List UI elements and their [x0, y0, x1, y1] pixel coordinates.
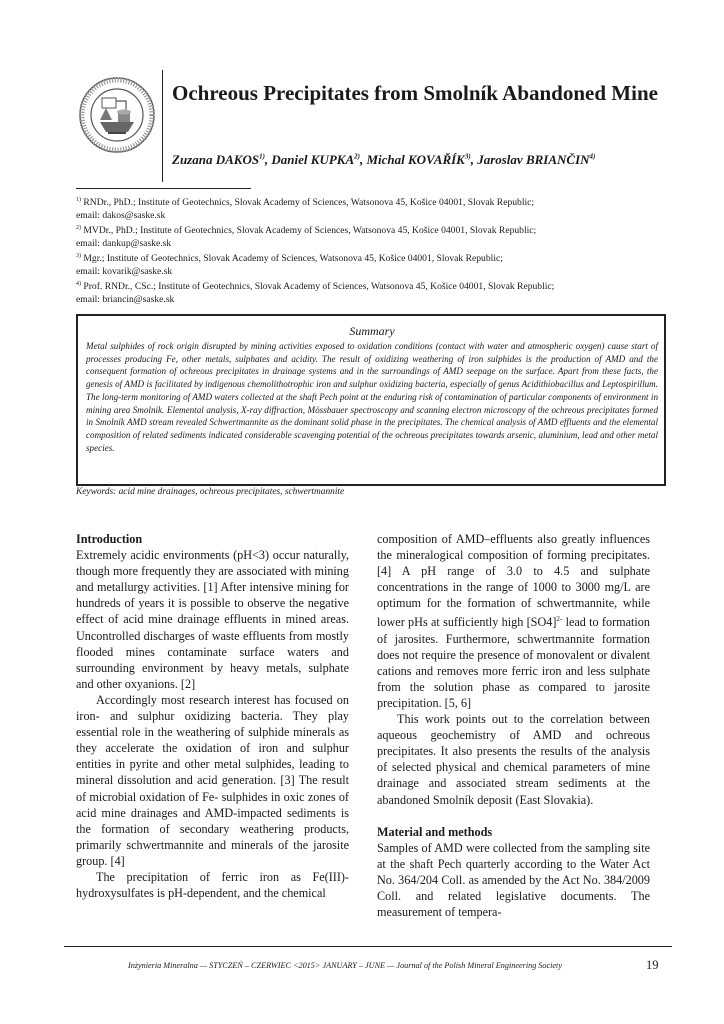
keywords: Keywords: acid mine drainages, ochreous precipitates, schwertmannite: [76, 487, 345, 497]
society-seal-icon: [78, 76, 156, 154]
author-name: Michal KOVAŘÍK: [366, 152, 465, 167]
section-heading-introduction: Introduction: [76, 532, 143, 546]
footnote-email: email: dankup@saske.sk: [76, 237, 172, 249]
paragraph: Extremely acidic environments (pH<3) occur naturally, though more frequently they are associated with mining and metallurgy activities. [1] After intensive mining for hundreds of years it is possible to observe the negative effect of acid mine drainage effluents in mined areas. Uncontrolled discharges of waste effluents from mostly flooded mines contaminate surface waters and surrounding environment by heavy metals, sulphate and other oxyanions. [2]: [76, 548, 349, 691]
right-column: [377, 531, 650, 920]
paragraph: Accordingly most research interest has focused on iron- and sulphur oxidizing bacteria. They play essential role in the weathering of sulphide minerals as they accelerate the oxidation of iron and sulphur entities in pyrite and other metal sulphides, leading to mineral dissolution and acid generation. [3] The result of microbial oxidation of Fe- sulphides in oxic zones of acid mine drainages and AMD-impacted sediments is the formation of secondary weathering products, primarily schwertmannite and minerals of the jarosite group. [4]: [76, 692, 349, 868]
author-mark: 4): [589, 152, 596, 161]
footnote-item: $^{3)}$ Mgr.; Institute of Geotechnics, Slovak Academy of Sciences, Watsonova 45, Košice 04001, Slovak Republic;: [76, 253, 503, 265]
affiliation-footnotes: [76, 194, 666, 306]
author-mark: 2): [354, 152, 360, 161]
footnote-email: email: briancin@saske.sk: [76, 293, 175, 305]
paragraph: composition of AMD–effluents also greatly influences the mineralogical composition of forming precipitates. [4] A pH range of 3.0 to 4.5 and sulphate concentrations in the range of 1000 to 3000 mg/L are optimum for the formation of schwertmannite, while lower pHs at sufficiently high $[SO4]^{2-}$ lead to formation of jarosites. Furthermore, schwertmannite formation does not require the presence of monovalent or divalent cations and removes more ferric iron and less sulphate from the solution phase as compared to jarosite precipitation. [5, 6]: [377, 532, 650, 710]
footnote-rule: [76, 188, 251, 189]
author-mark: 1): [259, 152, 265, 161]
paragraph: Samples of AMD were collected from the sampling site at the shaft Pech quarterly according to the Water Act No. 364/204 Coll. as amended by the Act No. 384/2009 Coll. and related legislative documents. The measurement of tempera-: [377, 840, 650, 920]
summary-text: Metal sulphides of rock origin disrupted by mining activities exposed to oxidation conditions (contact with water and atmospheric oxygen) cause start of processes producing Fe, other metals, sulphates and acidity. The result of oxidizing weathering of iron sulphides is the production of AMD and the consequent formation of ochreous precipitates in drainage systems and in the surroundings of AMD seepage on the surface. Apart from these facts, the genesis of AMD is facilitated by indigenous chemolithotrophic iron and sulphur oxidizing bacteria, especially of genus Acidithiobacillus and Leptospirillum. The long-term monitoring of AMD waters collected at the shaft Pech point at the enduring risk of contamination of particular components of environment in mining area Smolník. Elemental analysis, X-ray diffraction, Mössbauer spectroscopy and scanning electron microscopy of the ochreous precipitates formed in Smolník AMD stream revealed Schwertmannite as the dominant solid phase in the precipitates. The chemical analysis of AMD effluents and the elemental composition of related sediments indicated considerable scavenging potential of the ochreous precipitates towards arsenic, aluminium, lead and other metal species.: [86, 341, 658, 453]
summary-heading: Summary: [349, 324, 395, 338]
author-name: Zuzana DAKOS: [172, 152, 260, 167]
summary-box: [76, 314, 666, 486]
footnote-email: email: dakos@saske.sk: [76, 209, 166, 221]
author-mark: 3): [464, 152, 471, 161]
page-number: 19: [646, 958, 659, 972]
journal-footer: Inżynieria Mineralna — STYCZEŃ – CZERWIEC <2015> JANUARY – JUNE — Journal of the Polish Mineral Engineering Society: [128, 961, 562, 970]
footnote-item: $^{4)}$ Prof. RNDr., CSc.; Institute of Geotechnics, Slovak Academy of Sciences, Watsonova 45, Košice 04001, Slovak Republic;: [76, 281, 555, 293]
section-heading-methods: Material and methods: [377, 824, 493, 839]
title-vertical-rule: [162, 70, 163, 182]
paper-title: Ochreous Precipitates from Smolník Abandoned Mine: [172, 81, 658, 105]
paragraph: The precipitation of ferric iron as Fe(III)-hydroxysulfates is pH-dependent, and the chemical: [76, 869, 349, 901]
author-name: Jaroslav BRIANČIN: [477, 152, 590, 167]
footnote-email: email: kovarik@saske.sk: [76, 265, 173, 277]
author-list: Zuzana DAKOS$^{1)}$, Daniel KUPKA$^{2)}$, Michal KOVAŘÍK$^{3)}$, Jaroslav BRIANČIN$^{4)}$: [172, 152, 596, 167]
footer-rule: [64, 946, 672, 947]
author-name: Daniel KUPKA: [271, 152, 355, 167]
footnote-item: $^{1)}$ RNDr., PhD.; Institute of Geotechnics, Slovak Academy of Sciences, Watsonova 45, Košice 04001, Slovak Republic;: [76, 197, 535, 209]
footnote-item: $^{2)}$ MVDr., PhD.; Institute of Geotechnics, Slovak Academy of Sciences, Watsonova 45, Košice 04001, Slovak Republic;: [76, 225, 537, 237]
paragraph: This work points out to the correlation between aqueous geochemistry of AMD and ochreous precipitates. It also presents the results of the analysis of selected physical and chemical parameters of mine drainage and associated stream sediments at the abandoned Smolník deposit (East Slovakia).: [377, 712, 650, 807]
left-column: [76, 531, 349, 901]
